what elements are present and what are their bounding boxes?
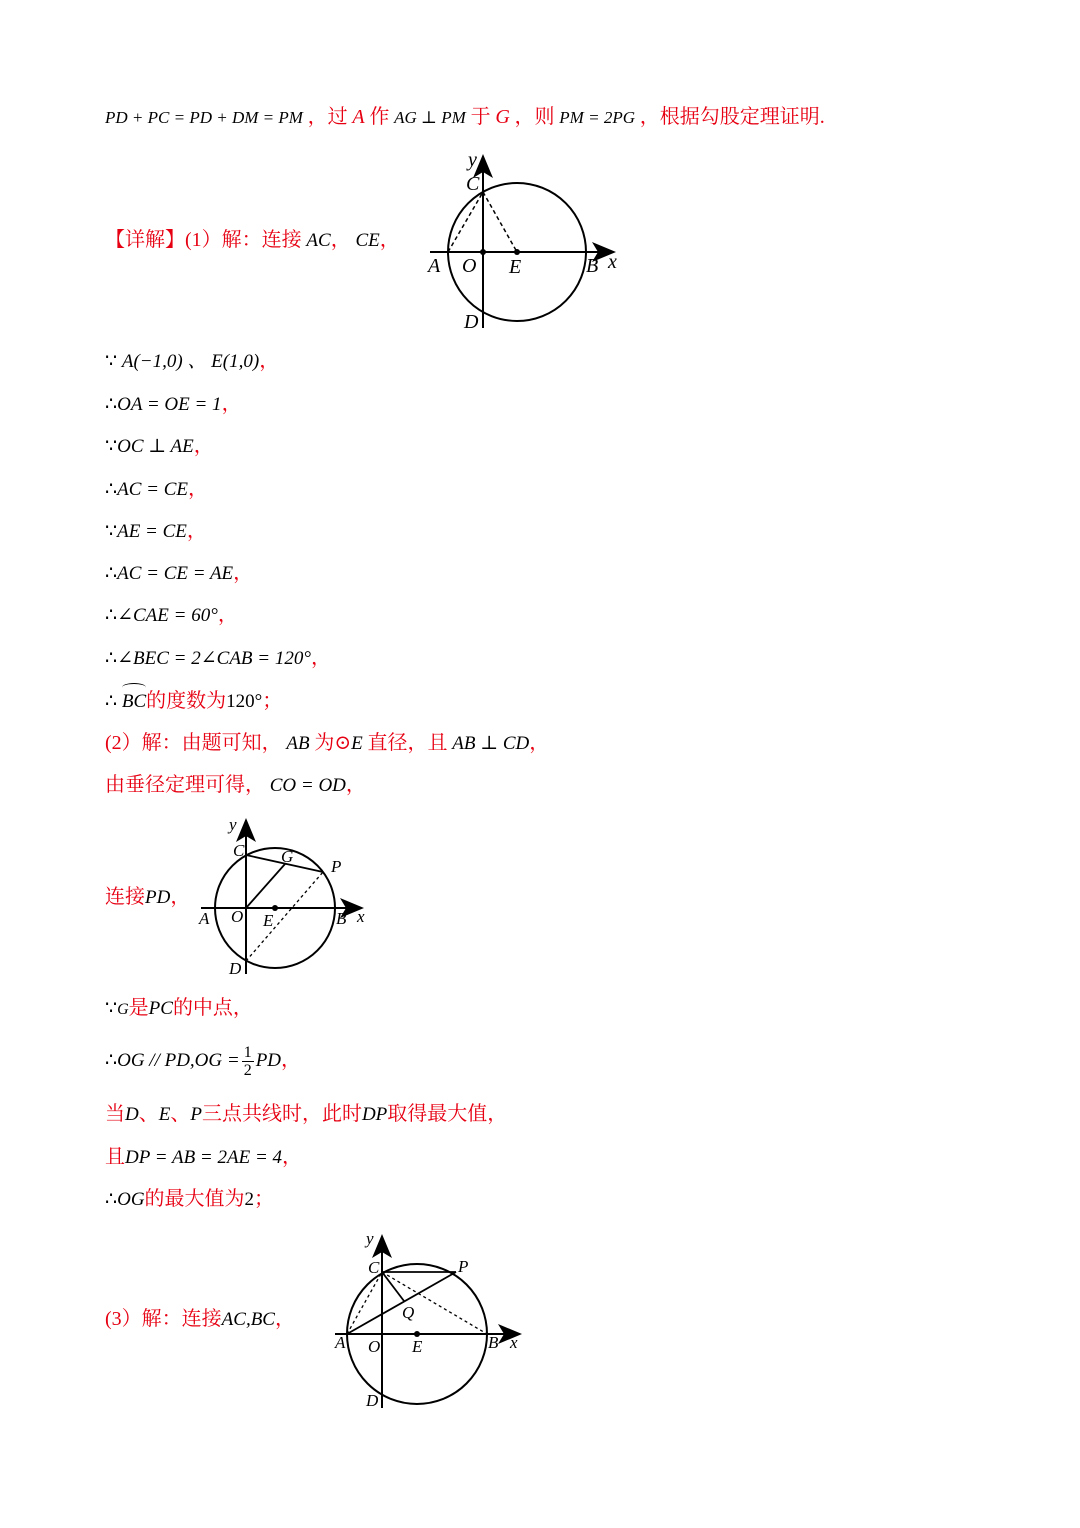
diagram-1 [420, 148, 630, 333]
svg-text:C: C [466, 173, 480, 195]
intro-line: PD + PC = PD + DM = PM ，过 A 作 AG ⊥ PM 于 G ，则 PM = 2PG ，根据勾股定理证明. [105, 106, 825, 128]
svg-text:A: A [199, 909, 210, 928]
part1-heading: 【详解】(1）解：连接 AC， CE， [105, 229, 400, 251]
part2-connect: 连接PD， [105, 886, 191, 908]
step-arc: ∴ BC的度数为120°； [105, 688, 282, 715]
svg-text:P: P [331, 857, 342, 876]
svg-text:A: A [335, 1333, 346, 1352]
part2-result: ∴OG的最大值为2； [105, 1188, 275, 1210]
segment-ac [448, 192, 483, 252]
svg-text:C: C [368, 1258, 380, 1277]
svg-text:E: E [263, 911, 274, 930]
arc-bc: BC [122, 689, 146, 715]
step-2: ∴OA = OE = 1， [105, 393, 242, 415]
step-6: ∴AC = CE = AE， [105, 562, 254, 584]
point-e [514, 249, 520, 255]
svg-text:G: G [281, 847, 294, 866]
svg-text:B: B [488, 1333, 499, 1352]
step-1: ∵ A(−1,0) 、 E(1,0)， [105, 350, 280, 372]
svg-text:P: P [458, 1257, 469, 1276]
svg-text:O: O [462, 255, 477, 277]
segment-cq [382, 1272, 404, 1301]
svg-text:D: D [366, 1391, 379, 1410]
fraction-half: $\frac{1}{2}$ [243, 1044, 252, 1080]
svg-text:y: y [468, 149, 477, 171]
step-4: ∴AC = CE， [105, 478, 208, 500]
svg-text:y: y [366, 1229, 374, 1248]
part3-heading: (3）解：连接AC,BC， [105, 1308, 295, 1330]
step-5: ∵AE = CE， [105, 520, 207, 542]
diagram-2 [195, 812, 375, 982]
formula: AG ⊥ PM [394, 108, 466, 127]
part2-max: 当D、E、P三点共线时，此时DP取得最大值， [105, 1103, 508, 1125]
svg-text:B: B [336, 909, 347, 928]
part2-eq: 且DP = AB = 2AE = 4， [105, 1146, 303, 1168]
svg-text:y: y [229, 815, 237, 834]
step-3: ∵OC ⊥ AE， [105, 435, 214, 457]
segment-ce [483, 192, 517, 252]
svg-text:E: E [412, 1337, 423, 1356]
svg-text:D: D [229, 959, 242, 978]
svg-text:x: x [608, 251, 617, 273]
step-8: ∴∠BEC = 2∠CAB = 120°， [105, 647, 331, 669]
part2-line2: 由垂径定理可得， CO = OD， [105, 774, 366, 796]
part2-og: ∴OG // PD,OG = $\frac{1}{2}$ PD， [105, 1044, 302, 1080]
svg-text:B: B [586, 255, 599, 277]
segment-og [246, 864, 285, 908]
formula: PD + PC = PD + DM = PM [105, 108, 303, 127]
svg-text:Q: Q [402, 1303, 415, 1322]
part2-line1: (2）解：由题可知， AB 为⊙E 直径，且 AB ⊥ CD， [105, 732, 550, 754]
part2-g: ∵G是PC的中点， [105, 997, 253, 1019]
point-o [480, 249, 486, 255]
segment-dp [246, 872, 323, 961]
svg-text:x: x [510, 1333, 518, 1352]
segment-cb [382, 1272, 487, 1334]
svg-text:O: O [368, 1337, 381, 1356]
svg-text:C: C [233, 841, 245, 860]
step-7: ∴∠CAE = 60°， [105, 604, 238, 626]
formula: PM = 2PG [559, 108, 635, 127]
svg-text:A: A [428, 255, 441, 277]
svg-text:x: x [357, 907, 365, 926]
svg-text:E: E [509, 256, 522, 278]
svg-text:O: O [231, 907, 244, 926]
diagram-3 [330, 1228, 525, 1413]
svg-text:D: D [464, 311, 479, 333]
